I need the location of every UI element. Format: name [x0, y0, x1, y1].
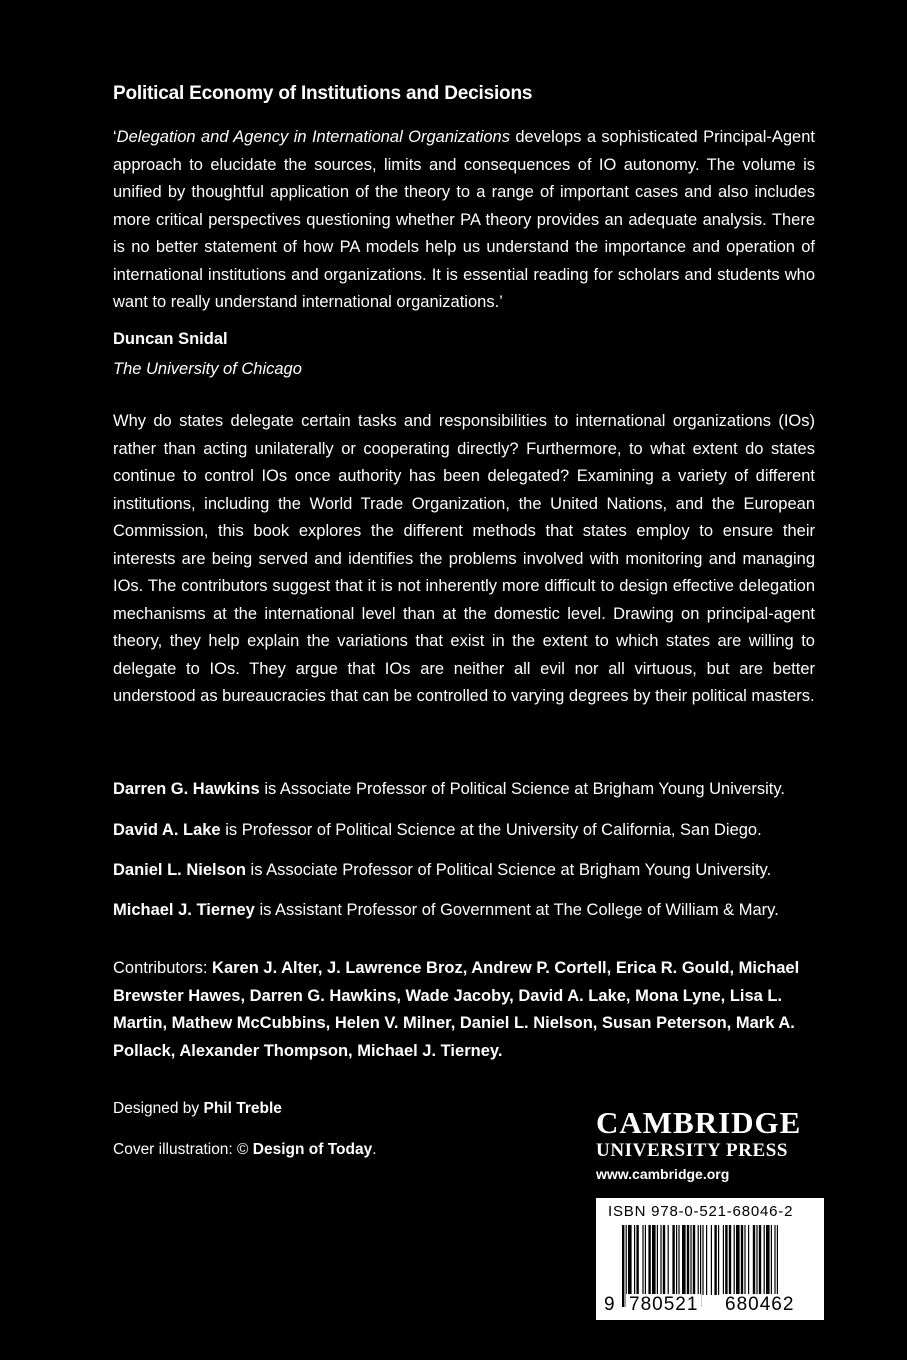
barcode-bar [642, 1225, 643, 1295]
barcode-bar [729, 1225, 731, 1295]
reviewer-affiliation: The University of Chicago [113, 360, 302, 378]
contributors-names: Karen J. Alter, J. Lawrence Broz, Andrew P. Cortell, Erica R. Gould, Michael Brewster Hawes, Darren G. Hawkins, Wade Jacoby, David A. Lake, Mona Lyne, Lisa L. Martin, Mathew McCubbins, Helen V. Milner, Daniel L. Nielson, Susan Peterson, Mark A. Pollack, Alexander Thompson, Michael J. Tierney. [113, 959, 800, 1060]
barcode-bar [628, 1225, 632, 1295]
quote-open-mark: ‘ [113, 128, 117, 146]
barcode-bar [652, 1225, 656, 1295]
barcode-bar [714, 1225, 716, 1295]
publisher-logo [596, 1106, 826, 1184]
barcode-bar [723, 1225, 724, 1295]
barcode-bar [706, 1225, 707, 1295]
barcode-bar [748, 1225, 749, 1295]
barcode-bar [725, 1225, 727, 1295]
publisher-url: www.cambridge.org [596, 1166, 730, 1182]
cover-illustration-credit [113, 1138, 377, 1162]
barcode-bar [682, 1225, 686, 1295]
designer-label: Designed by [113, 1100, 204, 1117]
barcode-bar [759, 1225, 761, 1295]
editor-bio [113, 776, 785, 803]
barcode-bar [693, 1225, 695, 1295]
barcode-bar [702, 1225, 703, 1295]
publisher-subtitle: UNIVERSITY PRESS [596, 1140, 789, 1161]
quoted-book-title: Delegation and Agency in International Organizations [116, 128, 510, 146]
barcode-bar [741, 1225, 743, 1295]
editor-name: Michael J. Tierney [113, 901, 255, 919]
designer-name: Phil Treble [203, 1100, 282, 1117]
book-description: Why do states delegate certain tasks and responsibilities to international organizations (IOs) rather than acting unilaterally or cooperating directly? Furthermore, to what extent do states continue to control IOs once authority has been delegated? Examining a variety of different institutions, including the World Trade Organization, the United Nations, and the European Commission, this book explores the different methods that states employ to ensure their interests are being served and identifies the problems involved with monitoring and managing IOs. The contributors suggest that it is not inherently more difficult to design effective delegation mechanisms at the international level than at the domestic level. Drawing on principal-agent theory, they help explain the variations that exist in the extent to which states are willing to delegate to IOs. They argue that IOs are neither all evil nor all virtuous, but are better understood as bureaucracies that can be controlled to varying degrees by their political masters. [113, 412, 815, 705]
barcode-bar [636, 1225, 638, 1295]
barcode-bar [648, 1225, 650, 1295]
reviewer-name: Duncan Snidal [113, 330, 228, 348]
barcode-bar [736, 1225, 740, 1295]
editor-name: Daniel L. Nielson [113, 861, 246, 879]
barcode-bar [672, 1225, 674, 1295]
editor-bio-text: is Associate Professor of Political Science at Brigham Young University. [245, 861, 772, 879]
editor-name: David A. Lake [113, 821, 221, 839]
editor-bio [113, 897, 779, 924]
barcode-digits-right: 680462 [722, 1294, 797, 1316]
cover-credit-end: . [372, 1141, 377, 1158]
barcode-bar [718, 1225, 719, 1295]
editor-bio-text: is Professor of Political Science at the University of California, San Diego. [220, 821, 762, 839]
contributors-list [113, 955, 803, 1065]
barcode-bar [676, 1225, 677, 1295]
designer-credit [113, 1097, 282, 1121]
barcode-digits-left: 780521 [626, 1294, 701, 1316]
cover-source: Design of Today [252, 1141, 373, 1158]
barcode-bar [678, 1225, 679, 1295]
series-title: Political Economy of Institutions and Decisions [113, 83, 533, 104]
barcode-bar [634, 1225, 635, 1295]
quote-body: develops a sophisticated Principal-Agent approach to elucidate the sources, limits and consequences of IO autonomy. The volume is unified by thoughtful application of the theory to a range of important cases and also includes more critical perspectives questioning whether PA theory provides an adequate analysis. There is no better statement of how PA models help us understand the importance and operation of international institutions and organizations. It is essential reading for scholars and students who want to really understand international organizations.’ [113, 128, 815, 311]
barcode-bar [711, 1225, 712, 1295]
editor-name: Darren G. Hawkins [113, 780, 260, 798]
barcode-bar [753, 1225, 755, 1295]
barcode-bar [698, 1225, 699, 1295]
editor-bio-text: is Associate Professor of Political Science at Brigham Young University. [259, 780, 785, 798]
barcode-bar [687, 1225, 689, 1295]
barcode-bar [668, 1225, 669, 1295]
editor-bio-text: is Assistant Professor of Government at The College of William & Mary. [254, 901, 779, 919]
editor-bio [113, 857, 771, 884]
endorsement-quote [113, 124, 815, 317]
editor-bio [113, 817, 762, 844]
isbn-barcode [596, 1198, 824, 1320]
isbn-text: ISBN 978-0-521-68046-2 [608, 1203, 794, 1220]
publisher-name: CAMBRIDGE [596, 1105, 802, 1140]
barcode-bar [663, 1225, 665, 1295]
barcode-bar [756, 1225, 757, 1295]
barcode-bar [764, 1225, 765, 1295]
barcode-bar [657, 1225, 658, 1295]
barcode-bar [645, 1225, 646, 1295]
barcode-bar [771, 1225, 772, 1295]
contributors-label: Contributors: [113, 959, 213, 977]
barcode-bar [660, 1225, 661, 1295]
cover-label: Cover illustration: © [113, 1141, 253, 1158]
barcode-bar [766, 1225, 770, 1295]
barcode-digit-first: 9 [604, 1294, 615, 1315]
barcode-bar [690, 1225, 691, 1295]
barcode-bar [622, 1225, 624, 1307]
barcode-bar [744, 1225, 745, 1295]
barcode-bar [734, 1225, 735, 1295]
